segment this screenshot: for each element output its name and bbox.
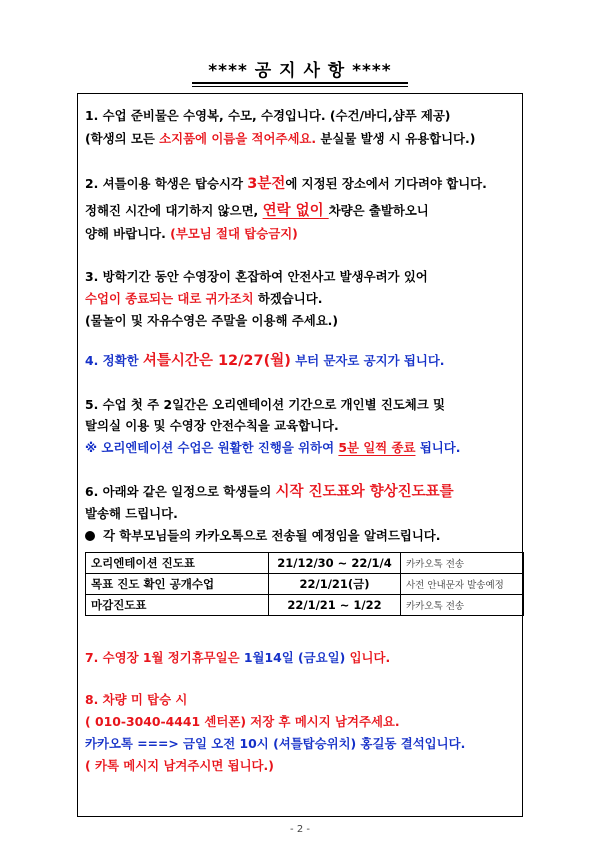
table-row <box>86 574 524 595</box>
schedule-method: 카카오톡 전송 <box>401 595 524 616</box>
item-8-line-2: ( 010-3040-4441 센터폰) 저장 후 메시지 남겨주세요. <box>85 714 400 729</box>
title-underline <box>192 82 408 84</box>
page-title: **** 공 지 사 항 **** <box>208 61 392 81</box>
table-row <box>86 553 524 574</box>
item-1-text-tail: 분실물 발생 시 유용합니다.) <box>316 131 476 146</box>
schedule-method: 카카오톡 전송 <box>401 553 524 574</box>
page-number: - 2 - <box>290 824 310 835</box>
bullet-icon <box>85 531 95 541</box>
item-4-highlight: 셔틀시간은 12/27(월) <box>142 353 291 369</box>
item-1-highlight: 소지품에 이름을 적어주세요. <box>159 131 317 146</box>
item-5-note-tail: 됩니다. <box>415 440 461 455</box>
item-1-line-2 <box>85 131 475 147</box>
item-3-highlight: 수업이 종료되는 대로 귀가조치 <box>85 291 254 306</box>
schedule-date: 21/12/30 ~ 22/1/4 <box>269 553 401 574</box>
item-2-text-tail: 에 지정된 장소에서 기다려야 합니다. <box>285 176 487 191</box>
item-2-text-3: 양해 바랍니다. <box>85 226 171 241</box>
item-5-line-1: 5. 수업 첫 주 2일간은 오리엔테이션 기간으로 개인별 진도체크 및 <box>85 397 446 412</box>
item-3-line-3: (물놀이 및 자유수영은 주말을 이용해 주세요.) <box>85 313 339 328</box>
schedule-name: 목표 진도 확인 공개수업 <box>86 574 269 595</box>
schedule-date: 22/1/21 ~ 1/22 <box>269 595 401 616</box>
item-2-highlight-no-boarding: (부모님 절대 탑승금지) <box>170 226 298 241</box>
item-4-text-tail: 부터 문자로 공지가 됩니다. <box>290 353 445 368</box>
item-3-line-1: 3. 방학기간 동안 수영장이 혼잡하여 안전사고 발생우려가 있어 <box>85 269 428 284</box>
item-2-line-2 <box>85 203 429 219</box>
item-2-text-2-tail: 차량은 출발하오니 <box>328 203 429 218</box>
item-6-line-2: 발송해 드립니다. <box>85 506 178 521</box>
item-2-text-2: 정해진 시간에 대기하지 않으면, <box>85 203 263 218</box>
item-8-line-1: 8. 차량 미 탑승 시 <box>85 692 188 707</box>
item-4-line-1 <box>85 353 445 369</box>
item-5-highlight: 5분 일찍 종료 <box>338 440 416 455</box>
schedule-method: 사전 안내문자 발송예정 <box>401 574 524 595</box>
item-2-highlight-time: 3분전 <box>247 176 286 192</box>
title-underline-thin <box>192 86 408 87</box>
item-5-line-3 <box>85 440 460 456</box>
item-6-line-3 <box>85 528 440 544</box>
schedule-date: 22/1/21(금) <box>269 574 401 595</box>
item-5-line-2: 탈의실 이용 및 수영장 안전수칙을 교육합니다. <box>85 418 339 433</box>
item-6-bullet-text: 각 학부모님들의 카카오톡으로 전송될 예정임을 알려드립니다. <box>103 528 441 543</box>
item-2-highlight-no-contact: 연락 없이 <box>262 203 329 219</box>
item-1-text: (학생의 모든 <box>85 131 160 146</box>
item-5-note: ※ 오리엔테이션 수업은 원활한 진행을 위하여 <box>85 440 339 455</box>
schedule-name: 오리엔테이션 진도표 <box>86 553 269 574</box>
item-4-text: 4. 정확한 <box>85 353 143 368</box>
schedule-name: 마감진도표 <box>86 595 269 616</box>
item-7-line-1 <box>85 650 390 666</box>
item-2-line-1 <box>85 176 487 192</box>
item-6-line-1 <box>85 484 454 500</box>
item-7-text: 7. 수영장 1월 정기휴무일은 <box>85 650 244 665</box>
item-6-highlight: 시작 진도표와 향상진도표를 <box>275 484 454 500</box>
item-2-line-3 <box>85 226 298 242</box>
item-8-line-3: 카카오톡 ===> 금일 오전 10시 (셔틀탑승위치) 홍길동 결석입니다. <box>85 736 466 751</box>
item-2-text: 2. 셔틀이용 학생은 탑승시각 <box>85 176 248 191</box>
item-7-text-tail: 입니다. <box>345 650 391 665</box>
item-1-line-1: 1. 수업 준비물은 수영복, 수모, 수경입니다. (수건/바디,샴푸 제공) <box>85 108 451 123</box>
item-8-line-4: ( 카톡 메시지 남겨주시면 됩니다.) <box>85 758 274 773</box>
schedule-table <box>85 552 524 616</box>
item-7-highlight: 1월14일 (금요일) <box>243 650 346 665</box>
item-3-text-tail: 하겠습니다. <box>253 291 323 306</box>
item-3-line-2 <box>85 291 322 307</box>
table-row <box>86 595 524 616</box>
item-6-text: 6. 아래와 같은 일정으로 학생들의 <box>85 484 276 499</box>
